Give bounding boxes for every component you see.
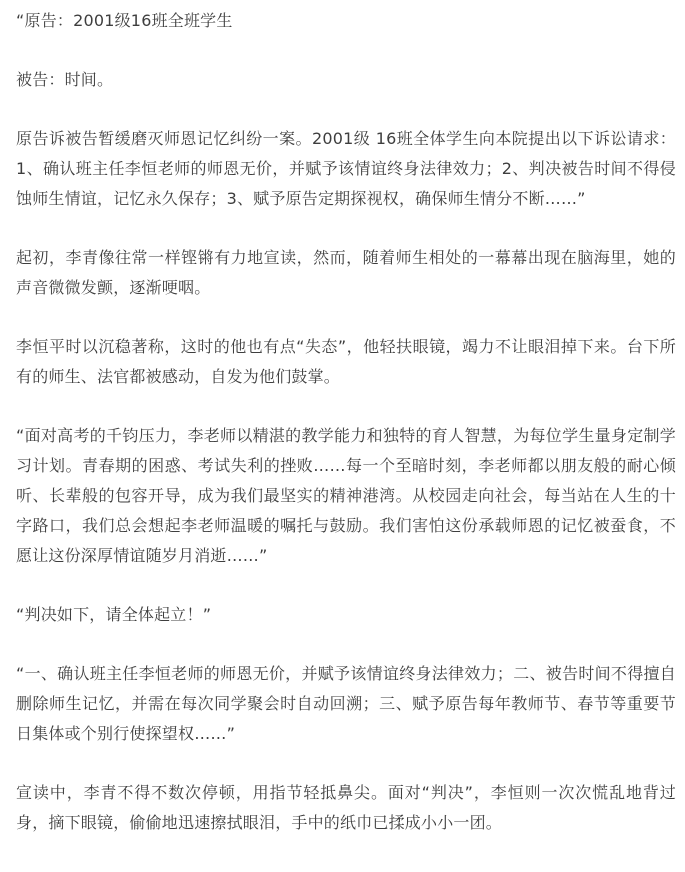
article-body [16, 6, 676, 838]
paragraph-reading: 起初，李青像往常一样铿锵有力地宣读，然而，随着师生相处的一幕幕出现在脑海里，她的声音微微发颤，逐渐哽咽。 [16, 248, 676, 297]
paragraph-plaintiff: “原告：2001级16班全班学生 [16, 11, 233, 30]
paragraph-verdict: “一、确认班主任李恒老师的师恩无价，并赋予该情谊终身法律效力；二、被告时间不得擅自删除师生记忆，并需在每次同学聚会时自动回溯；三、赋予原告每年教师节、春节等重要节日集体或个别行使探望权……” [16, 664, 676, 743]
paragraph-claims: 原告诉被告暂缓磨灭师恩记忆纠纷一案。2001级 16班全体学生向本院提出以下诉讼请求：1、确认班主任李恒老师的师恩无价，并赋予该情谊终身法律效力；2、判决被告时间不得侵蚀师生情谊，记忆永久保存；3、赋予原告定期探视权，确保师生情分不断……” [16, 129, 676, 208]
paragraph-closing: 宣读中，李青不得不数次停顿，用指节轻抵鼻尖。面对“判决”，李恒则一次次慌乱地背过身，摘下眼镜，偷偷地迅速擦拭眼泪，手中的纸巾已揉成小小一团。 [16, 783, 676, 832]
paragraph-teacher-reaction: 李恒平时以沉稳著称，这时的他也有点“失态”，他轻扶眼镜，竭力不让眼泪掉下来。台下所有的师生、法官都被感动，自发为他们鼓掌。 [16, 337, 676, 386]
paragraph-statement: “面对高考的千钧压力，李老师以精湛的教学能力和独特的育人智慧，为每位学生量身定制学习计划。青春期的困惑、考试失利的挫败……每一个至暗时刻，李老师都以朋友般的耐心倾听、长辈般的包容开导，成为我们最坚实的精神港湾。从校园走向社会，每当站在人生的十字路口，我们总会想起李老师温暖的嘱托与鼓励。我们害怕这份承载师恩的记忆被蚕食，不愿让这份深厚情谊随岁月消逝……” [16, 426, 676, 565]
paragraph-defendant: 被告：时间。 [16, 70, 114, 89]
paragraph-verdict-call: “判决如下，请全体起立！” [16, 605, 212, 624]
